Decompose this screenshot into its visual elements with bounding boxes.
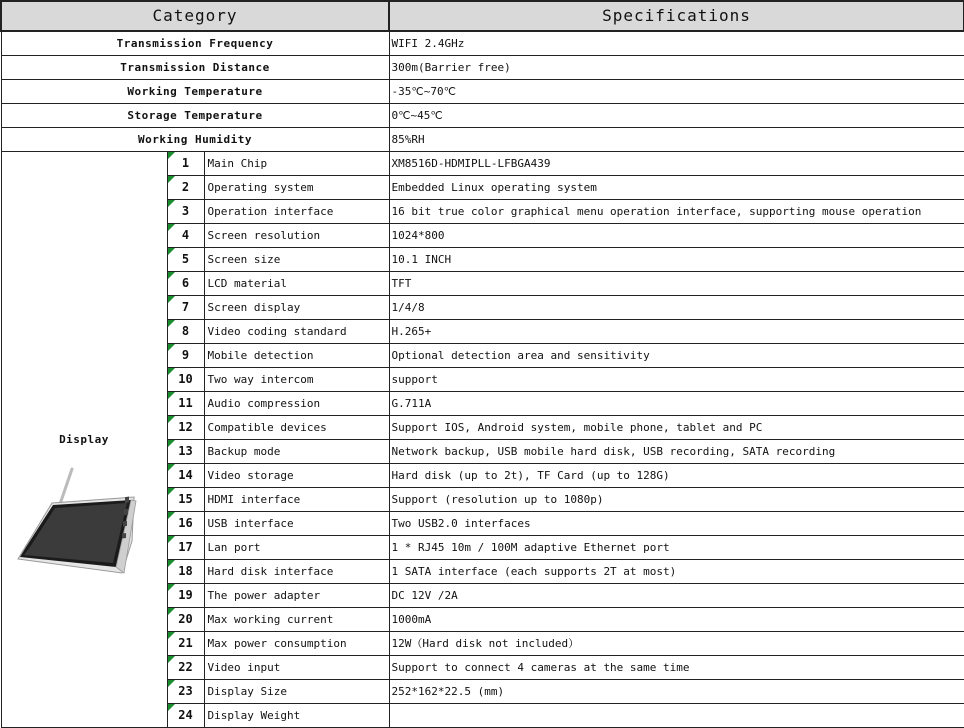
item-number	[167, 704, 204, 728]
green-corner-marker-icon	[168, 536, 175, 543]
item-name: Screen size	[204, 248, 389, 272]
green-corner-marker-icon	[168, 680, 175, 687]
item-name: Display Size	[204, 680, 389, 704]
item-name: Video coding standard	[204, 320, 389, 344]
item-number	[167, 344, 204, 368]
item-name: Mobile detection	[204, 344, 389, 368]
item-number	[167, 656, 204, 680]
spec-value: 252*162*22.5 (mm)	[389, 680, 964, 704]
item-number-text: 21	[178, 636, 193, 650]
item-name: LCD material	[204, 272, 389, 296]
item-number	[167, 248, 204, 272]
green-corner-marker-icon	[168, 272, 175, 279]
item-number	[167, 152, 204, 176]
spec-value: 12W（Hard disk not included）	[389, 632, 964, 656]
item-number-text: 11	[178, 396, 193, 410]
item-number	[167, 680, 204, 704]
display-category-label: Display	[59, 433, 109, 446]
item-number-text: 16	[178, 516, 193, 530]
spec-value: 0℃~45℃	[389, 104, 964, 128]
item-name: Video input	[204, 656, 389, 680]
spec-value: -35℃~70℃	[389, 80, 964, 104]
spec-value: 1/4/8	[389, 296, 964, 320]
category-label: Storage Temperature	[1, 104, 389, 128]
item-name: Backup mode	[204, 440, 389, 464]
item-number	[167, 272, 204, 296]
item-number	[167, 296, 204, 320]
item-number	[167, 392, 204, 416]
item-number-text: 13	[178, 444, 193, 458]
item-number	[167, 416, 204, 440]
spec-value	[389, 704, 964, 728]
green-corner-marker-icon	[168, 152, 175, 159]
item-number-text: 15	[178, 492, 193, 506]
item-number	[167, 368, 204, 392]
item-number	[167, 608, 204, 632]
spec-value: 1 SATA interface (each supports 2T at most)	[389, 560, 964, 584]
item-number	[167, 536, 204, 560]
item-name: Main Chip	[204, 152, 389, 176]
item-number	[167, 560, 204, 584]
green-corner-marker-icon	[168, 608, 175, 615]
green-corner-marker-icon	[168, 176, 175, 183]
green-corner-marker-icon	[168, 224, 175, 231]
item-number	[167, 584, 204, 608]
green-corner-marker-icon	[168, 488, 175, 495]
green-corner-marker-icon	[168, 440, 175, 447]
spec-value: Hard disk (up to 2t), TF Card (up to 128G)	[389, 464, 964, 488]
spec-value: 85%RH	[389, 128, 964, 152]
item-name: Audio compression	[204, 392, 389, 416]
general-spec-row	[1, 128, 964, 152]
green-corner-marker-icon	[168, 416, 175, 423]
item-name: USB interface	[204, 512, 389, 536]
item-name: The power adapter	[204, 584, 389, 608]
item-name: Video storage	[204, 464, 389, 488]
item-name: Two way intercom	[204, 368, 389, 392]
general-spec-row	[1, 56, 964, 80]
green-corner-marker-icon	[168, 200, 175, 207]
item-number-text: 3	[181, 204, 190, 218]
item-number	[167, 512, 204, 536]
item-number-text: 12	[178, 420, 193, 434]
spec-value: DC 12V /2A	[389, 584, 964, 608]
item-name: Screen resolution	[204, 224, 389, 248]
spec-value: WIFI 2.4GHz	[389, 31, 964, 56]
item-number-text: 10	[178, 372, 193, 386]
item-number-text: 19	[178, 588, 193, 602]
item-number	[167, 176, 204, 200]
item-number	[167, 224, 204, 248]
item-name: Max power consumption	[204, 632, 389, 656]
green-corner-marker-icon	[168, 704, 175, 711]
item-number-text: 9	[181, 348, 190, 362]
green-corner-marker-icon	[168, 296, 175, 303]
green-corner-marker-icon	[168, 584, 175, 591]
category-label: Working Humidity	[1, 128, 389, 152]
spec-value: 16 bit true color graphical menu operation interface, supporting mouse operation	[389, 200, 964, 224]
spec-value: 1024*800	[389, 224, 964, 248]
item-name: HDMI interface	[204, 488, 389, 512]
general-spec-row	[1, 31, 964, 56]
item-number	[167, 440, 204, 464]
item-name: Hard disk interface	[204, 560, 389, 584]
spec-value: G.711A	[389, 392, 964, 416]
item-number-text: 14	[178, 468, 193, 482]
item-name: Display Weight	[204, 704, 389, 728]
item-number	[167, 320, 204, 344]
spec-value: 300m(Barrier free)	[389, 56, 964, 80]
item-number-text: 22	[178, 660, 193, 674]
tablet-monitor-icon	[12, 467, 142, 585]
general-spec-row	[1, 104, 964, 128]
spec-value: Embedded Linux operating system	[389, 176, 964, 200]
table-header-row	[1, 1, 964, 31]
spec-value: 10.1 INCH	[389, 248, 964, 272]
green-corner-marker-icon	[168, 632, 175, 639]
green-corner-marker-icon	[168, 512, 175, 519]
category-label: Working Temperature	[1, 80, 389, 104]
spec-value: Network backup, USB mobile hard disk, USB recording, SATA recording	[389, 440, 964, 464]
item-number-text: 18	[178, 564, 193, 578]
spec-value: Optional detection area and sensitivity	[389, 344, 964, 368]
spec-value: Two USB2.0 interfaces	[389, 512, 964, 536]
item-number-text: 20	[178, 612, 193, 626]
item-name: Compatible devices	[204, 416, 389, 440]
item-number	[167, 632, 204, 656]
item-number-text: 4	[181, 228, 190, 242]
spec-value: XM8516D-HDMIPLL-LFBGA439	[389, 152, 964, 176]
item-number	[167, 488, 204, 512]
item-number-text: 23	[178, 684, 193, 698]
item-number-text: 8	[181, 324, 190, 338]
spec-value: TFT	[389, 272, 964, 296]
item-number-text: 5	[181, 252, 190, 266]
specifications-header: Specifications	[389, 1, 964, 31]
spec-value: support	[389, 368, 964, 392]
green-corner-marker-icon	[168, 344, 175, 351]
item-number	[167, 200, 204, 224]
spec-value: Support (resolution up to 1080p)	[389, 488, 964, 512]
display-spec-row	[1, 152, 964, 176]
item-number-text: 17	[178, 540, 193, 554]
item-name: Operating system	[204, 176, 389, 200]
category-label: Transmission Frequency	[1, 31, 389, 56]
item-number-text: 6	[181, 276, 190, 290]
general-spec-row	[1, 80, 964, 104]
item-number-text: 2	[181, 180, 190, 194]
spec-value: 1 * RJ45 10m / 100M adaptive Ethernet port	[389, 536, 964, 560]
item-number-text: 1	[181, 156, 190, 170]
spec-value: Support to connect 4 cameras at the same time	[389, 656, 964, 680]
item-number-text: 24	[178, 708, 193, 722]
green-corner-marker-icon	[168, 248, 175, 255]
item-name: Screen display	[204, 296, 389, 320]
green-corner-marker-icon	[168, 560, 175, 567]
green-corner-marker-icon	[168, 656, 175, 663]
green-corner-marker-icon	[168, 464, 175, 471]
item-name: Lan port	[204, 536, 389, 560]
category-label: Transmission Distance	[1, 56, 389, 80]
spec-value: H.265+	[389, 320, 964, 344]
category-header: Category	[1, 1, 389, 31]
item-number-text: 7	[181, 300, 190, 314]
spec-value: Support IOS, Android system, mobile phone, tablet and PC	[389, 416, 964, 440]
spec-value: 1000mA	[389, 608, 964, 632]
green-corner-marker-icon	[168, 320, 175, 327]
item-name: Max working current	[204, 608, 389, 632]
item-number	[167, 464, 204, 488]
green-corner-marker-icon	[168, 392, 175, 399]
item-name: Operation interface	[204, 200, 389, 224]
display-category-cell	[1, 152, 167, 728]
green-corner-marker-icon	[168, 368, 175, 375]
